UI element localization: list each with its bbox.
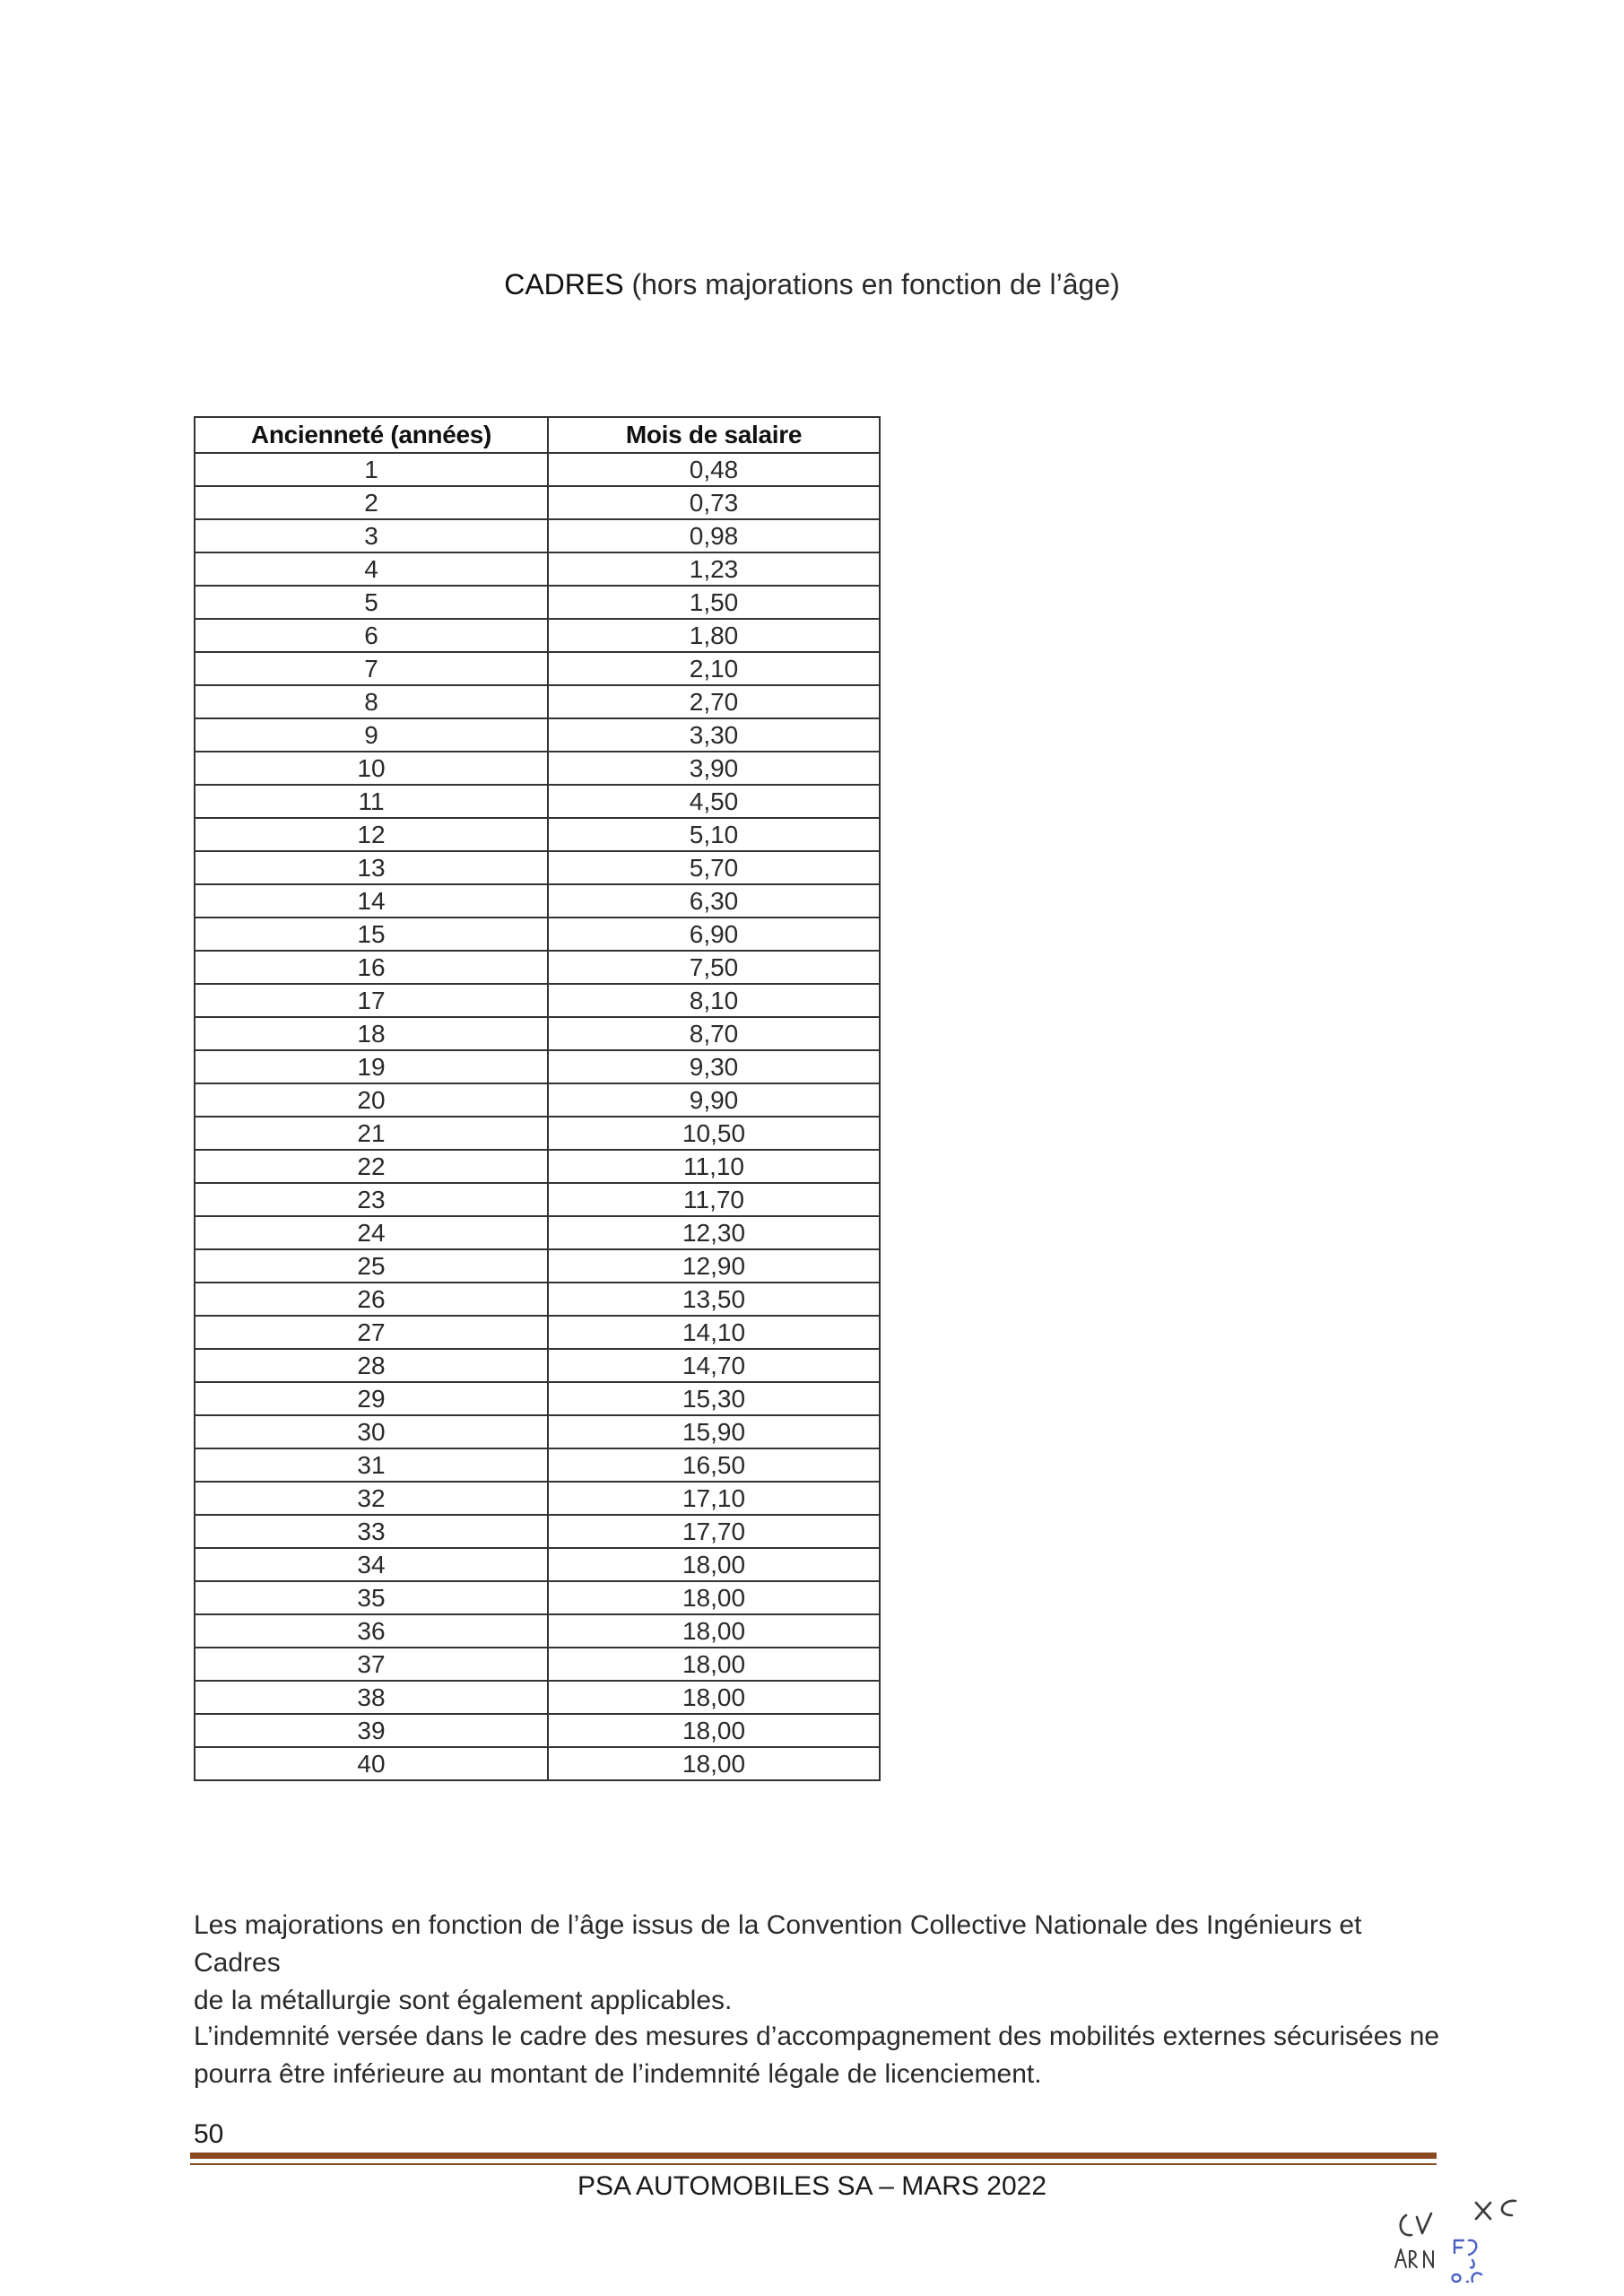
table-row [195,951,880,984]
cell-anciennete: 20 [195,1083,548,1117]
table-row [195,884,880,918]
page-title [0,265,1624,303]
cell-anciennete: 28 [195,1349,548,1382]
cell-mois-de-salaire: 1,50 [548,586,880,619]
table-row [195,486,880,519]
cell-anciennete: 29 [195,1382,548,1415]
cell-mois-de-salaire: 16,50 [548,1448,880,1482]
cell-anciennete: 9 [195,718,548,752]
table-row [195,619,880,652]
cell-anciennete: 10 [195,752,548,785]
table-row [195,1482,880,1515]
cell-mois-de-salaire: 9,30 [548,1050,880,1083]
cell-mois-de-salaire: 18,00 [548,1648,880,1681]
page-number: 50 [194,2119,224,2149]
cell-anciennete: 34 [195,1548,548,1581]
cell-mois-de-salaire: 15,30 [548,1382,880,1415]
cell-mois-de-salaire: 7,50 [548,951,880,984]
cell-mois-de-salaire: 18,00 [548,1548,880,1581]
severance-table [194,416,881,1781]
title-suffix: (hors majorations en fonction de l’âge) [631,268,1120,300]
cell-anciennete: 32 [195,1482,548,1515]
cell-mois-de-salaire: 18,00 [548,1747,880,1780]
table-row [195,984,880,1017]
header-anciennete: Ancienneté (années) [195,417,548,453]
cell-mois-de-salaire: 18,00 [548,1581,880,1614]
cell-mois-de-salaire: 2,10 [548,652,880,685]
table-row [195,1150,880,1183]
table-body [195,453,880,1780]
header-mois-de-salaire: Mois de salaire [548,417,880,453]
cell-anciennete: 13 [195,851,548,884]
cell-mois-de-salaire: 13,50 [548,1283,880,1316]
cell-anciennete: 1 [195,453,548,486]
cell-mois-de-salaire: 5,70 [548,851,880,884]
cell-anciennete: 5 [195,586,548,619]
cell-anciennete: 23 [195,1183,548,1216]
cell-anciennete: 25 [195,1249,548,1283]
cell-mois-de-salaire: 12,90 [548,1249,880,1283]
cell-anciennete: 26 [195,1283,548,1316]
cell-anciennete: 8 [195,685,548,718]
table-row [195,552,880,586]
cell-mois-de-salaire: 8,70 [548,1017,880,1050]
table-row [195,718,880,752]
paragraph-indemnite-line-2: pourra être inférieure au montant de l’indemnité légale de licenciement. [194,2059,1042,2089]
cell-anciennete: 33 [195,1515,548,1548]
title-main: CADRES [504,268,624,300]
table-row [195,685,880,718]
footer-rule-thin [190,2163,1437,2165]
cell-mois-de-salaire: 17,10 [548,1482,880,1515]
cell-mois-de-salaire: 1,23 [548,552,880,586]
cell-anciennete: 3 [195,519,548,552]
table-row [195,1415,880,1448]
table-row [195,1183,880,1216]
table-row [195,1382,880,1415]
cell-anciennete: 36 [195,1614,548,1648]
table-row [195,785,880,818]
table-row [195,586,880,619]
cell-anciennete: 35 [195,1581,548,1614]
cell-mois-de-salaire: 1,80 [548,619,880,652]
cell-mois-de-salaire: 6,90 [548,918,880,951]
table-row [195,1283,880,1316]
table-row [195,818,880,851]
cell-anciennete: 19 [195,1050,548,1083]
table-row [195,453,880,486]
cell-mois-de-salaire: 11,10 [548,1150,880,1183]
cell-mois-de-salaire: 0,48 [548,453,880,486]
cell-mois-de-salaire: 14,70 [548,1349,880,1382]
cell-mois-de-salaire: 6,30 [548,884,880,918]
cell-mois-de-salaire: 11,70 [548,1183,880,1216]
footer-company-line: PSA AUTOMOBILES SA – MARS 2022 [577,2171,1047,2201]
cell-anciennete: 37 [195,1648,548,1681]
cell-mois-de-salaire: 17,70 [548,1515,880,1548]
cell-anciennete: 17 [195,984,548,1017]
table-row [195,1017,880,1050]
footer-rule [190,2152,1437,2159]
cell-anciennete: 39 [195,1714,548,1747]
table-row [195,1117,880,1150]
cell-mois-de-salaire: 3,90 [548,752,880,785]
table-row [195,1249,880,1283]
table-row [195,1050,880,1083]
cell-anciennete: 21 [195,1117,548,1150]
cell-mois-de-salaire: 0,73 [548,486,880,519]
cell-mois-de-salaire: 8,10 [548,984,880,1017]
cell-anciennete: 30 [195,1415,548,1448]
table-row [195,1714,880,1747]
table-row [195,918,880,951]
table-row [195,1349,880,1382]
table-row [195,1216,880,1249]
table-row [195,1581,880,1614]
table-row [195,1747,880,1780]
table-row [195,1548,880,1581]
table-row [195,1515,880,1548]
cell-anciennete: 38 [195,1681,548,1714]
cell-mois-de-salaire: 18,00 [548,1714,880,1747]
cell-anciennete: 7 [195,652,548,685]
table-row [195,1316,880,1349]
cell-mois-de-salaire: 4,50 [548,785,880,818]
cell-mois-de-salaire: 0,98 [548,519,880,552]
table-header-row [195,417,880,453]
cell-mois-de-salaire: 18,00 [548,1681,880,1714]
cell-anciennete: 22 [195,1150,548,1183]
cell-anciennete: 4 [195,552,548,586]
table-row [195,851,880,884]
cell-mois-de-salaire: 10,50 [548,1117,880,1150]
paragraph-majorations [194,1907,1449,2020]
table-row [195,752,880,785]
cell-mois-de-salaire: 12,30 [548,1216,880,1249]
table-row [195,1681,880,1714]
table-row [195,652,880,685]
cell-anciennete: 16 [195,951,548,984]
cell-anciennete: 31 [195,1448,548,1482]
cell-mois-de-salaire: 15,90 [548,1415,880,1448]
handwritten-initials [1390,2188,1533,2287]
cell-mois-de-salaire: 2,70 [548,685,880,718]
cell-anciennete: 27 [195,1316,548,1349]
cell-mois-de-salaire: 5,10 [548,818,880,851]
table-row [195,1648,880,1681]
cell-anciennete: 24 [195,1216,548,1249]
table-row [195,1614,880,1648]
cell-anciennete: 6 [195,619,548,652]
cell-mois-de-salaire: 9,90 [548,1083,880,1117]
cell-anciennete: 14 [195,884,548,918]
table-row [195,1083,880,1117]
cell-anciennete: 11 [195,785,548,818]
cell-anciennete: 40 [195,1747,548,1780]
cell-anciennete: 2 [195,486,548,519]
paragraph-indemnite [194,2018,1449,2093]
cell-anciennete: 12 [195,818,548,851]
paragraph-majorations-line-1: Les majorations en fonction de l’âge issus de la Convention Collective Nationale des Ingénieurs et Cadres [194,1910,1362,1978]
cell-anciennete: 15 [195,918,548,951]
cell-mois-de-salaire: 3,30 [548,718,880,752]
cell-mois-de-salaire: 14,10 [548,1316,880,1349]
table-row [195,519,880,552]
table-row [195,1448,880,1482]
cell-anciennete: 18 [195,1017,548,1050]
paragraph-majorations-line-2: de la métallurgie sont également applicables. [194,1986,733,2015]
paragraph-indemnite-line-1: L’indemnité versée dans le cadre des mesures d’accompagnement des mobilités externes sécurisées ne [194,2022,1440,2051]
cell-mois-de-salaire: 18,00 [548,1614,880,1648]
